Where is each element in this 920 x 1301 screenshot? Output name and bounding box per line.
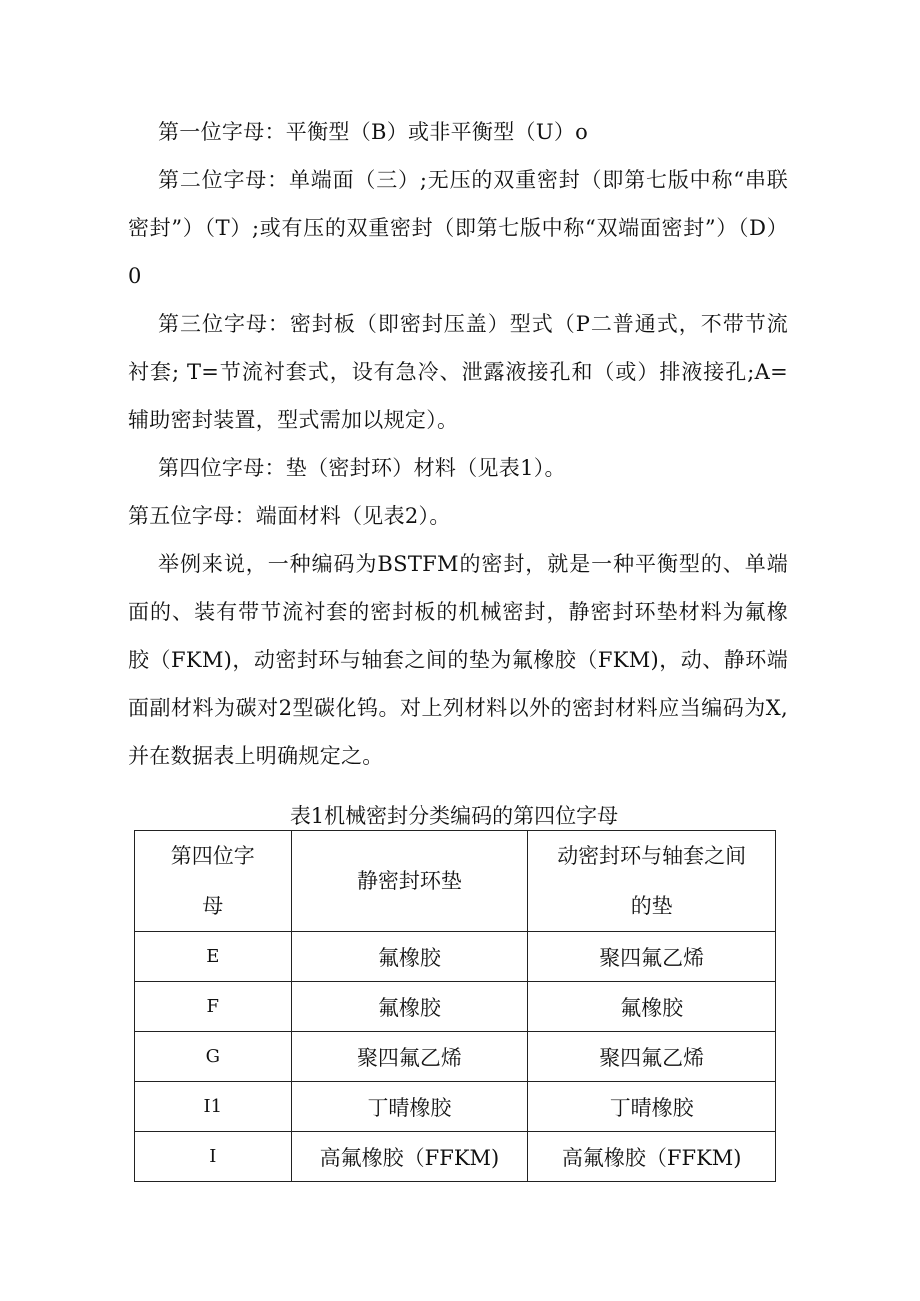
header-dynamic-gasket-text: 动密封环与轴套之间的垫 bbox=[557, 844, 747, 918]
paragraph-third-letter: 第三位字母：密封板（即密封压盖）型式（P二普通式，不带节流衬套; T=节流衬套式，设有急冷、泄露液接孔和（或）排液接孔;A=辅助密封装置，型式需加以规定）。 bbox=[128, 312, 788, 432]
table-caption: 表1机械密封分类编码的第四位字母 bbox=[289, 804, 619, 828]
fourth-letter-table bbox=[134, 830, 776, 1182]
paragraph-fifth-letter: 第五位字母：端面材料（见表2）。 bbox=[128, 504, 451, 528]
table-cell-dynamic: 丁晴橡胶 bbox=[528, 1082, 776, 1132]
table-cell-code: F bbox=[135, 982, 292, 1032]
table-cell-static: 聚四氟乙烯 bbox=[291, 1032, 528, 1082]
header-fourth-letter-text: 第四位字母 bbox=[170, 844, 255, 918]
paragraph-second-letter: 第二位字母：单端面（三）;无压的双重密封（即第七版中称“串联密封”）（T）;或有压的双重密封（即第七版中称“双端面密封”）（D）0 bbox=[128, 168, 788, 288]
table-cell-code: I1 bbox=[135, 1082, 292, 1132]
header-static-gasket-text: 静密封环垫 bbox=[356, 869, 462, 893]
paragraph-first-letter: 第一位字母：平衡型（B）或非平衡型（U）o bbox=[158, 120, 589, 144]
table-cell-static: 高氟橡胶（FFKM) bbox=[291, 1132, 528, 1182]
table-cell-static: 氟橡胶 bbox=[291, 932, 528, 982]
table-row bbox=[135, 982, 776, 1032]
paragraph-example: 举例来说，一种编码为BSTFM的密封，就是一种平衡型的、单端面的、装有带节流衬套的密封板的机械密封，静密封环垫材料为氟橡胶（FKM)，动密封环与轴套之间的垫为氟橡胶（FKM)，动、静环端面副材料为碳对2型碳化钨。对上列材料以外的密封材料应当编码为X,并在数据表上明确规定之。 bbox=[128, 552, 788, 768]
paragraph-fourth-letter: 第四位字母：垫（密封环）材料（见表1）。 bbox=[158, 456, 566, 480]
header-fourth-letter bbox=[135, 831, 292, 932]
table-row bbox=[135, 1032, 776, 1082]
table-row bbox=[135, 1082, 776, 1132]
table-cell-dynamic: 聚四氟乙烯 bbox=[528, 932, 776, 982]
table-cell-code: G bbox=[135, 1032, 292, 1082]
table-cell-code: E bbox=[135, 932, 292, 982]
header-static-gasket bbox=[291, 831, 528, 932]
header-dynamic-gasket bbox=[528, 831, 776, 932]
table-cell-static: 丁晴橡胶 bbox=[291, 1082, 528, 1132]
table-cell-dynamic: 聚四氟乙烯 bbox=[528, 1032, 776, 1082]
table-cell-dynamic: 高氟橡胶（FFKM) bbox=[528, 1132, 776, 1182]
table-cell-static: 氟橡胶 bbox=[291, 982, 528, 1032]
table-row bbox=[135, 932, 776, 982]
table-cell-code: I bbox=[135, 1132, 292, 1182]
table-header-row bbox=[135, 831, 776, 932]
table-cell-dynamic: 氟橡胶 bbox=[528, 982, 776, 1032]
table-row bbox=[135, 1132, 776, 1182]
